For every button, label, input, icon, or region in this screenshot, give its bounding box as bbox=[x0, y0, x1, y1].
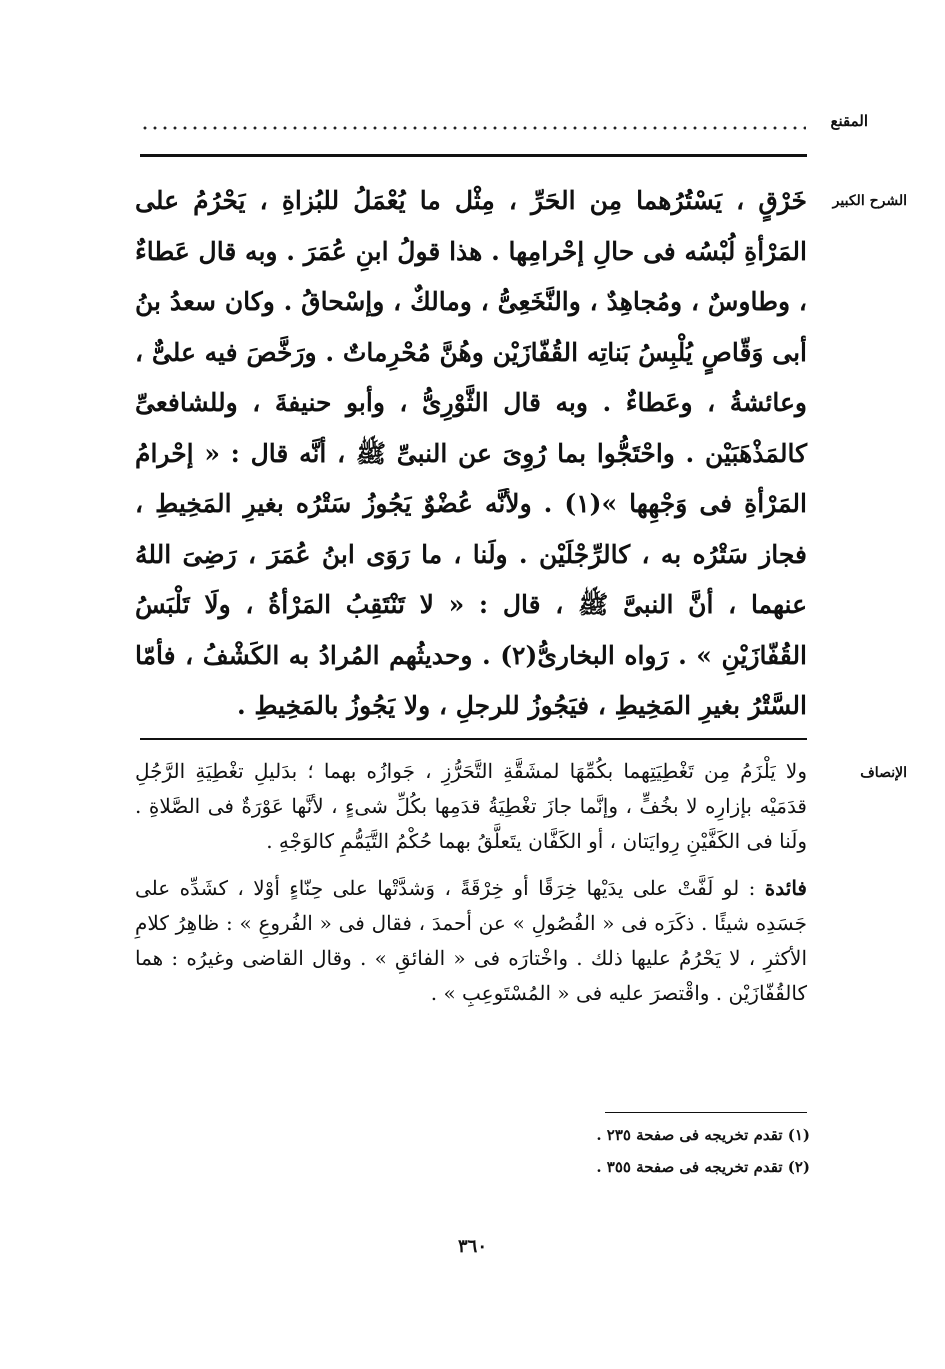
faida-text: : لو لَفَّتْ على يدَيْها خِرَقًا أو خِرْقَةً ، وَشدَّتْها على حِنّاءٍ أوْلا ، كشَدِّه على جَسَدِه شيئًا . ذكَرَه فى « الفُصُولِ » عن أحمدَ ، فقال فى « الفُروعِ » : ظاهِرُ كلامِ الأكثرِ ، لا يَحْرُمُ عليها ذلك . واخْتارَه فى « الفائقِ » . وقال القاضى وغيرُه : هما كالقُفّازَيْن . واقْتصرَ عليه فى « المُسْتَوعِبِ » . bbox=[135, 876, 807, 1005]
page-number: ٣٦٠ bbox=[457, 1236, 487, 1257]
insaf-paragraph-1: ولا يَلْزَمُ مِن تَغْطِيَتِهما بكُمِّهَا لمشَقَّةِ التَّحَرُّزِ ، جَوازُه بهما ؛ بدَليلِ تغْطِيَةِ الرَّجُلِ قدَمَيْه بإزارِه لا بخُفٍّ ، وإنَّما جازَ تغْطِيَةُ قدَمِها بكُلِّ شىءٍ ، لأنَّها عَوْرَةٌ فى الصَّلاةِ . ولَنا فى الكَفَّيْنِ رِوايَتان ، أو الكَفَّان يتَعلَّقُ بهما حُكْمُ التَّيَمُّمِ كالوَجْهِ . bbox=[135, 759, 807, 853]
insaf-text bbox=[135, 754, 807, 1011]
footnote-1: (١) تقدم تخريجه فى صفحة ٢٣٥ . bbox=[596, 1126, 810, 1144]
insaf-paragraph-2 bbox=[135, 871, 807, 1011]
header-title: المقنع bbox=[830, 112, 868, 130]
sharh-section-label: الشرح الكبير bbox=[832, 193, 907, 209]
header-dotted-leader bbox=[140, 126, 806, 130]
section-divider bbox=[140, 738, 807, 740]
header-rule bbox=[140, 154, 807, 157]
faida-label: فائدة bbox=[764, 876, 807, 900]
footnote-2: (٢) تقدم تخريجه فى صفحة ٣٥٥ . bbox=[596, 1158, 810, 1176]
footnote-rule bbox=[605, 1112, 807, 1113]
insaf-section-label: الإنصاف bbox=[860, 765, 907, 781]
sharh-text: خَرْقٍ ، يَسْتُرُهما مِن الحَرِّ ، مِثْل ما يُعْمَلُ للبُزاةِ ، يَحْرُمُ على المَرْأةِ لُبْسُه فى حالِ إحْرامِها . هذا قولُ ابنِ عُمَرَ . وبه قال عَطاءٌ ، وطاوسٌ ، ومُجاهِدٌ ، والنَّخَعِىُّ ، ومالكٌ ، وإسْحاقُ . وكان سعدُ بنُ أبى وَقّاصٍ يُلْبِسُ بَناتِه القُفّازَيْن وهُنَّ مُحْرِماتٌ . ورَخَّصَ فيه علىٌّ ، وعائشةُ ، وعَطاءٌ . وبه قال الثَّوْرِىُّ ، وأبو حنيفةَ ، وللشافعىِّ كالمَذْهَبَيْن . واحْتَجُّوا بما رُوِىَ عن النبىِّ ﷺ ، أنَّه قال : « إحْرامُ المَرْأةِ فى وَجْهِها »(١) . ولأنَّه عُضْوٌ يَجُوزُ سَتْرُه بغيرِ المَخِيطِ ، فجاز سَتْرُه به ، كالرِّجْلَيْن . ولَنا ، ما رَوَى ابنُ عُمَرَ ، رَضِىَ اللهُ عنهما ، أنَّ النبىَّ ﷺ ، قال : « لا تَنْتَقِبُ المَرْأةُ ، ولَا تَلْبَسُ القُفّازَيْنِ » . رَواه البخارىُّ(٢) . وحديثُهم المُرادُ به الكَشْفُ ، فأمّا السَّتْرُ بغيرِ المَخِيطِ ، فيَجُوزُ للرجلِ ، ولا يَجُوزُ بالمَخِيطِ . bbox=[135, 186, 808, 720]
